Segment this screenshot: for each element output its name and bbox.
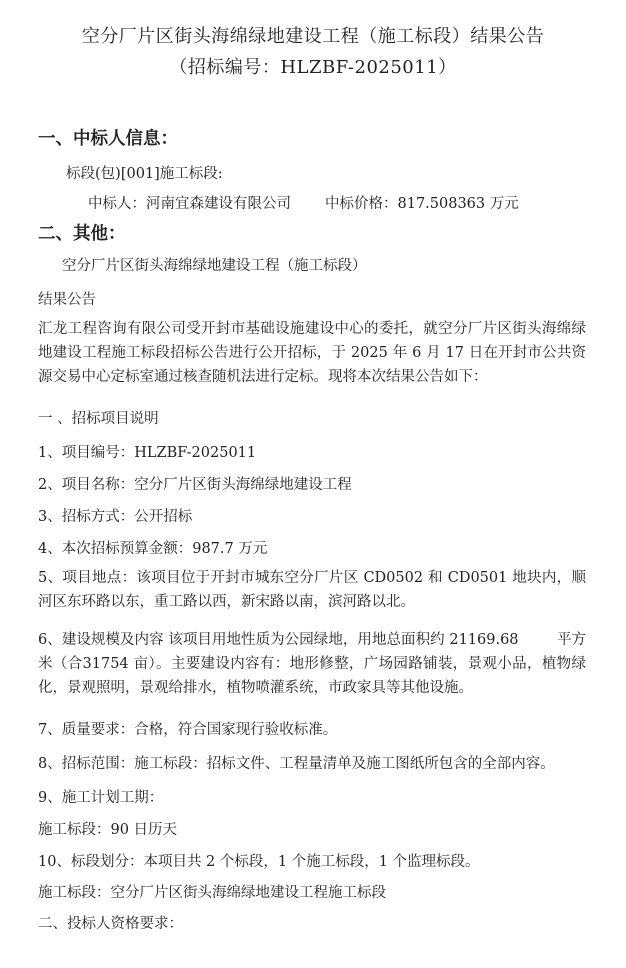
intro-paragraph: 汇龙工程咨询有限公司受开封市基础设施建设中心的委托，就空分厂片区街头海绵绿地建设工程施工标段招标公告进行公开招标，于 2025 年 6 月 17 日在开封市公共资源交易中心定标室通过核查随机法进行定标。现将本次结果公告如下： (38, 321, 586, 385)
section-1-heading: 一、中标人信息： (38, 129, 178, 149)
list-item: 3、招标方式：公开招标 (38, 509, 193, 525)
project-title: 空分厂片区街头海绵绿地建设工程（施工标段） (62, 258, 367, 274)
section-2-heading: 二、其他： (38, 224, 126, 244)
list-item: 4、本次招标预算金额：987.7 万元 (38, 541, 268, 557)
notice-title: 空分厂片区街头海绵绿地建设工程（施工标段）结果公告 (81, 26, 545, 47)
list-item: 10、标段划分：本项目共 2 个标段，1 个施工标段，1 个监理标段。 (38, 854, 480, 870)
winner-name: 中标人：河南宜森建设有限公司 (88, 196, 291, 212)
package-label: 标段(包)[001]施工标段: (66, 166, 223, 182)
bid-number-line: （招标编号：HLZBF-2025011） (169, 57, 457, 78)
list-item: 8、招标范围：施工标段：招标文件、工程量清单及施工图纸所包含的全部内容。 (38, 756, 555, 772)
list-item: 5、项目地点：该项目位于开封市城东空分厂片区 CD0502 和 CD0501 地块内，顺河区东环路以东，重工路以西，新宋路以南，滨河路以北。 (38, 570, 586, 610)
list-item: 施工标段：空分厂片区街头海绵绿地建设工程施工标段 (38, 885, 386, 901)
result-label: 结果公告 (38, 292, 96, 308)
list-item: 7、质量要求：合格，符合国家现行验收标准。 (38, 722, 338, 738)
subsection-heading: 一 、招标项目说明 (38, 411, 159, 427)
winning-price: 中标价格：817.508363 万元 (325, 196, 519, 212)
list-item: 6、建设规模及内容 该项目用地性质为公园绿地，用地总面积约 21169.68 平方米（合31754 亩）。主要建设内容有：地形修整，广场园路铺装，景观小品，植物绿化，景观照明，景观给排水，植物喷灌系统，市政家具等其他设施。 (38, 632, 586, 696)
list-item: 1、项目编号：HLZBF-2025011 (38, 445, 257, 461)
list-item: 9、施工计划工期： (38, 790, 164, 806)
list-item: 2、项目名称：空分厂片区街头海绵绿地建设工程 (38, 477, 352, 493)
list-item: 施工标段：90 日历天 (38, 822, 178, 838)
list-item: 二、投标人资格要求： (38, 916, 183, 932)
